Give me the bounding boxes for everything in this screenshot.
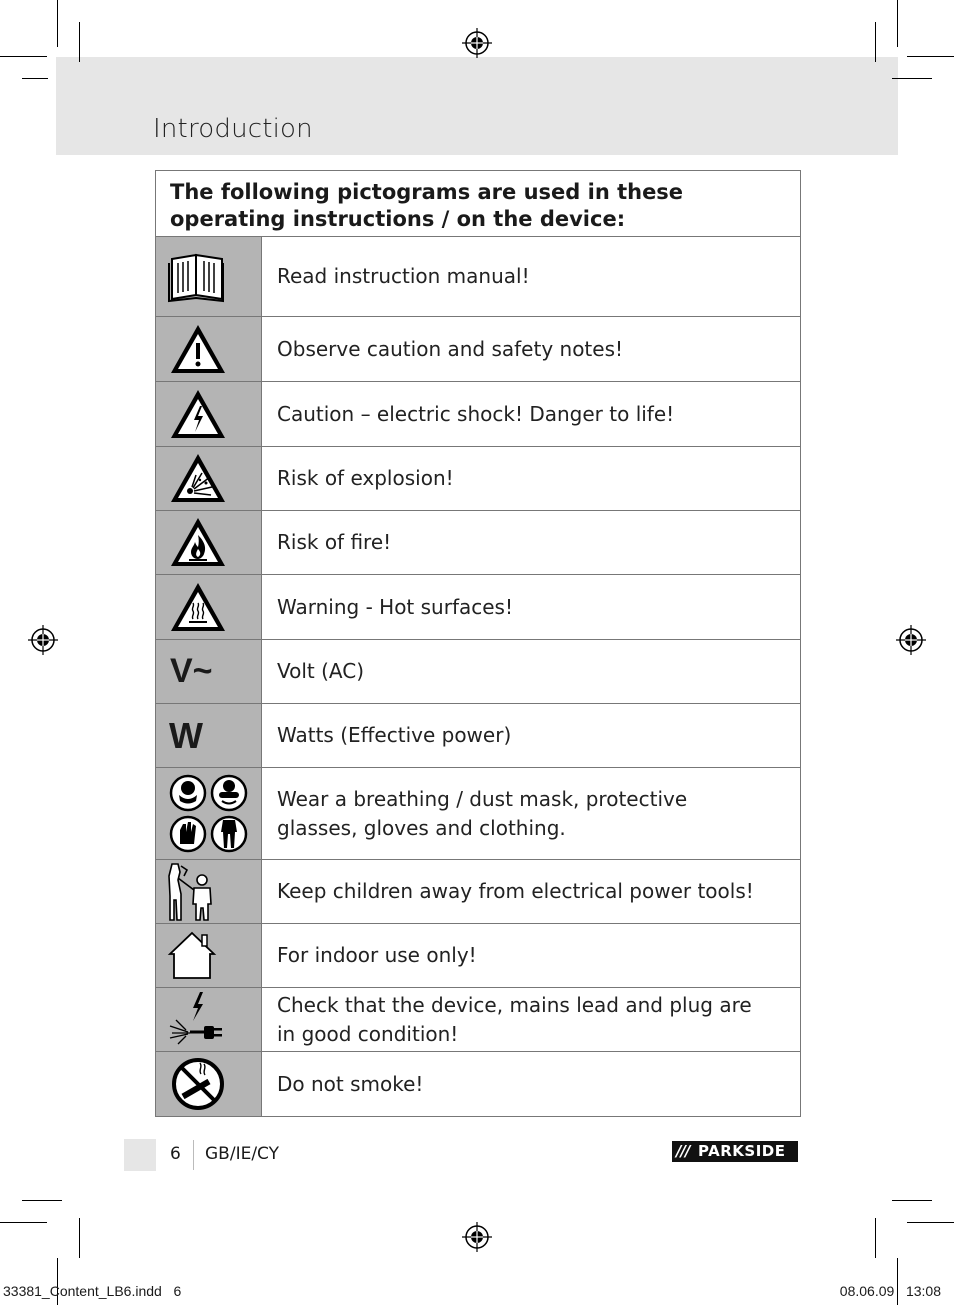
registration-mark-icon — [462, 1222, 492, 1252]
print-slug-filename: 33381_Content_LB6.indd 6 — [3, 1283, 182, 1299]
hot-surface-warning-icon — [156, 575, 261, 639]
icon-cell — [156, 640, 262, 704]
table-header: The following pictograms are used in these operating instructions / on the device: — [156, 171, 801, 237]
protective-equipment-icon — [156, 768, 261, 859]
damaged-plug-icon — [156, 988, 261, 1051]
registration-mark-icon — [462, 28, 492, 58]
table-row — [156, 575, 801, 640]
table-row — [156, 1052, 801, 1117]
locale-label: GB/IE/CY — [205, 1144, 280, 1164]
pictogram-description: Read instruction manual! — [262, 237, 801, 317]
pictogram-description: Keep children away from electrical power tools! — [262, 860, 801, 924]
icon-cell — [156, 924, 262, 988]
registration-mark-icon — [28, 625, 58, 655]
table-row — [156, 511, 801, 575]
table-row — [156, 860, 801, 924]
table-row — [156, 924, 801, 988]
keep-children-away-icon — [156, 860, 261, 923]
table-row — [156, 768, 801, 860]
icon-cell — [156, 704, 262, 768]
icon-cell — [156, 511, 262, 575]
table-header-row — [156, 171, 801, 237]
table-row — [156, 704, 801, 768]
table-row — [156, 317, 801, 382]
pictogram-description: Do not smoke! — [262, 1052, 801, 1117]
footer-divider — [193, 1140, 194, 1170]
page-title: Introduction — [153, 114, 313, 144]
indoor-use-house-icon — [156, 924, 261, 987]
volt-ac-icon: V~ — [170, 652, 213, 690]
explosion-warning-icon — [156, 447, 261, 510]
print-slug-datetime: 08.06.09 13:08 — [839, 1283, 941, 1299]
page-number: 6 — [170, 1144, 181, 1164]
icon-cell — [156, 1052, 262, 1117]
icon-cell — [156, 382, 262, 447]
pictogram-description: Observe caution and safety notes! — [262, 317, 801, 382]
pictogram-description: For indoor use only! — [262, 924, 801, 988]
pictogram-description: Check that the device, mains lead and plug are in good condition! — [262, 988, 801, 1052]
watts-icon: W — [169, 715, 203, 756]
icon-cell — [156, 988, 262, 1052]
pictogram-description: Watts (Effective power) — [262, 704, 801, 768]
parkside-logo — [672, 1141, 798, 1162]
icon-cell — [156, 768, 262, 860]
electric-shock-warning-icon — [156, 382, 261, 446]
icon-cell — [156, 317, 262, 382]
pictogram-description: Warning - Hot surfaces! — [262, 575, 801, 640]
fire-warning-icon — [156, 511, 261, 574]
pictogram-description: Caution – electric shock! Danger to life! — [262, 382, 801, 447]
icon-cell — [156, 575, 262, 640]
table-row — [156, 640, 801, 704]
registration-mark-icon — [896, 625, 926, 655]
icon-cell — [156, 447, 262, 511]
logo-brand-text: PARKSIDE — [698, 1142, 786, 1160]
exclamation-warning-icon — [156, 317, 261, 381]
table-row — [156, 447, 801, 511]
table-row — [156, 988, 801, 1052]
pictogram-description: Wear a breathing / dust mask, protective glasses, gloves and clothing. — [262, 768, 801, 860]
icon-cell — [156, 860, 262, 924]
pictogram-description: Risk of explosion! — [262, 447, 801, 511]
logo-slashes: /// — [676, 1142, 690, 1160]
icon-cell — [156, 237, 262, 317]
book-icon — [156, 237, 261, 316]
pictogram-table — [155, 170, 801, 1117]
table-row — [156, 382, 801, 447]
pictogram-description: Volt (AC) — [262, 640, 801, 704]
footer-tab-block — [124, 1139, 156, 1171]
no-smoking-icon — [156, 1052, 261, 1116]
pictogram-description: Risk of fire! — [262, 511, 801, 575]
table-row — [156, 237, 801, 317]
